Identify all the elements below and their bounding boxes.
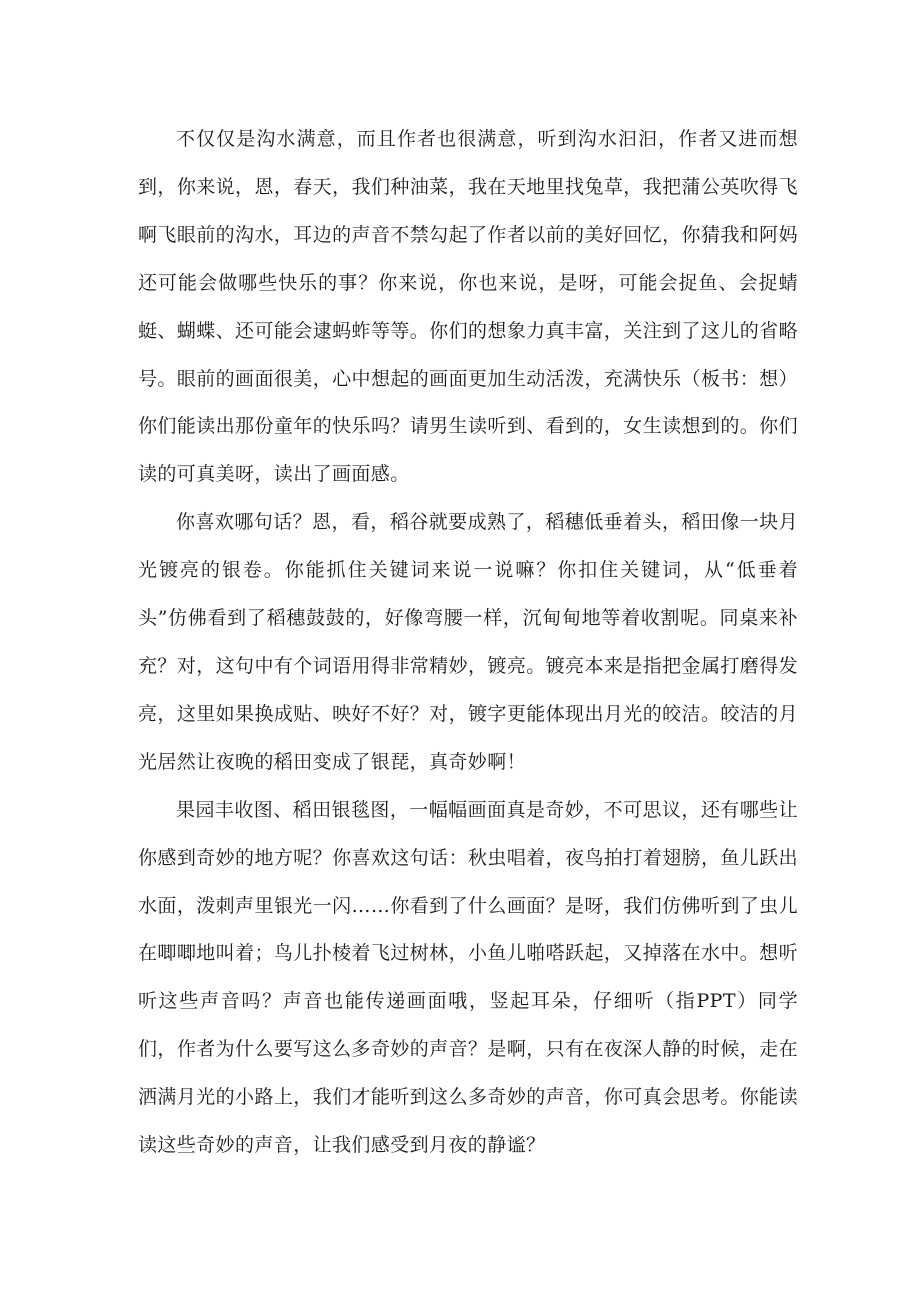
paragraph-3: 果园丰收图、稻田银毯图，一幅幅画面真是奇妙，不可思议，还有哪些让你感到奇妙的地方呢？你喜欢这句话：秋虫唱着，夜鸟拍打着翅膀，鱼儿跃出水面，泼刺声里银光一闪……你看到了什么画面？是呀，我们仿佛听到了虫儿在唧唧地叫着；鸟儿扑棱着飞过树林，小鱼儿啪嗒跃起，又掉落在水中。想听听这些声音吗？声音也能传递画面哦，竖起耳朵，仔细听（指PPT）同学们，作者为什么要写这么多奇妙的声音？是啊，只有在夜深人静的时候，走在洒满月光的小路上，我们才能听到这么多奇妙的声音，你可真会思考。你能读读这些奇妙的声音，让我们感受到月夜的静谧？ [138,798,798,1157]
document-body [138,116,798,1170]
paragraph-1: 不仅仅是沟水满意，而且作者也很满意，听到沟水汩汩，作者又进而想到，你来说，恩，春天，我们种油菜，我在天地里找兔草，我把蒲公英吹得飞啊飞眼前的沟水，耳边的声音不禁勾起了作者以前的美好回忆，你猜我和阿妈还可能会做哪些快乐的事？你来说，你也来说，是呀，可能会捉鱼、会捉蜻蜓、蝴蝶、还可能会逮蚂蚱等等。你们的想象力真丰富，关注到了这儿的省略号。眼前的画面很美，心中想起的画面更加生动活泼，充满快乐（板书：想）你们能读出那份童年的快乐吗？请男生读听到、看到的，女生读想到的。你们读的可真美呀，读出了画面感。 [138,128,798,486]
paragraph-2: 你喜欢哪句话？恩，看，稻谷就要成熟了，稻穗低垂着头，稻田像一块月光镀亮的银卷。你能抓住关键词来说一说嘛？你扣住关键词，从“低垂着头”仿佛看到了稻穗鼓鼓的，好像弯腰一样，沉甸甸地等着收割呢。同桌来补充？对，这句中有个词语用得非常精妙，镀亮。镀亮本来是指把金属打磨得发亮，这里如果换成贴、映好不好？对，镀字更能体现出月光的皎洁。皎洁的月光居然让夜晚的稻田变成了银琵，真奇妙啊！ [138,511,798,773]
